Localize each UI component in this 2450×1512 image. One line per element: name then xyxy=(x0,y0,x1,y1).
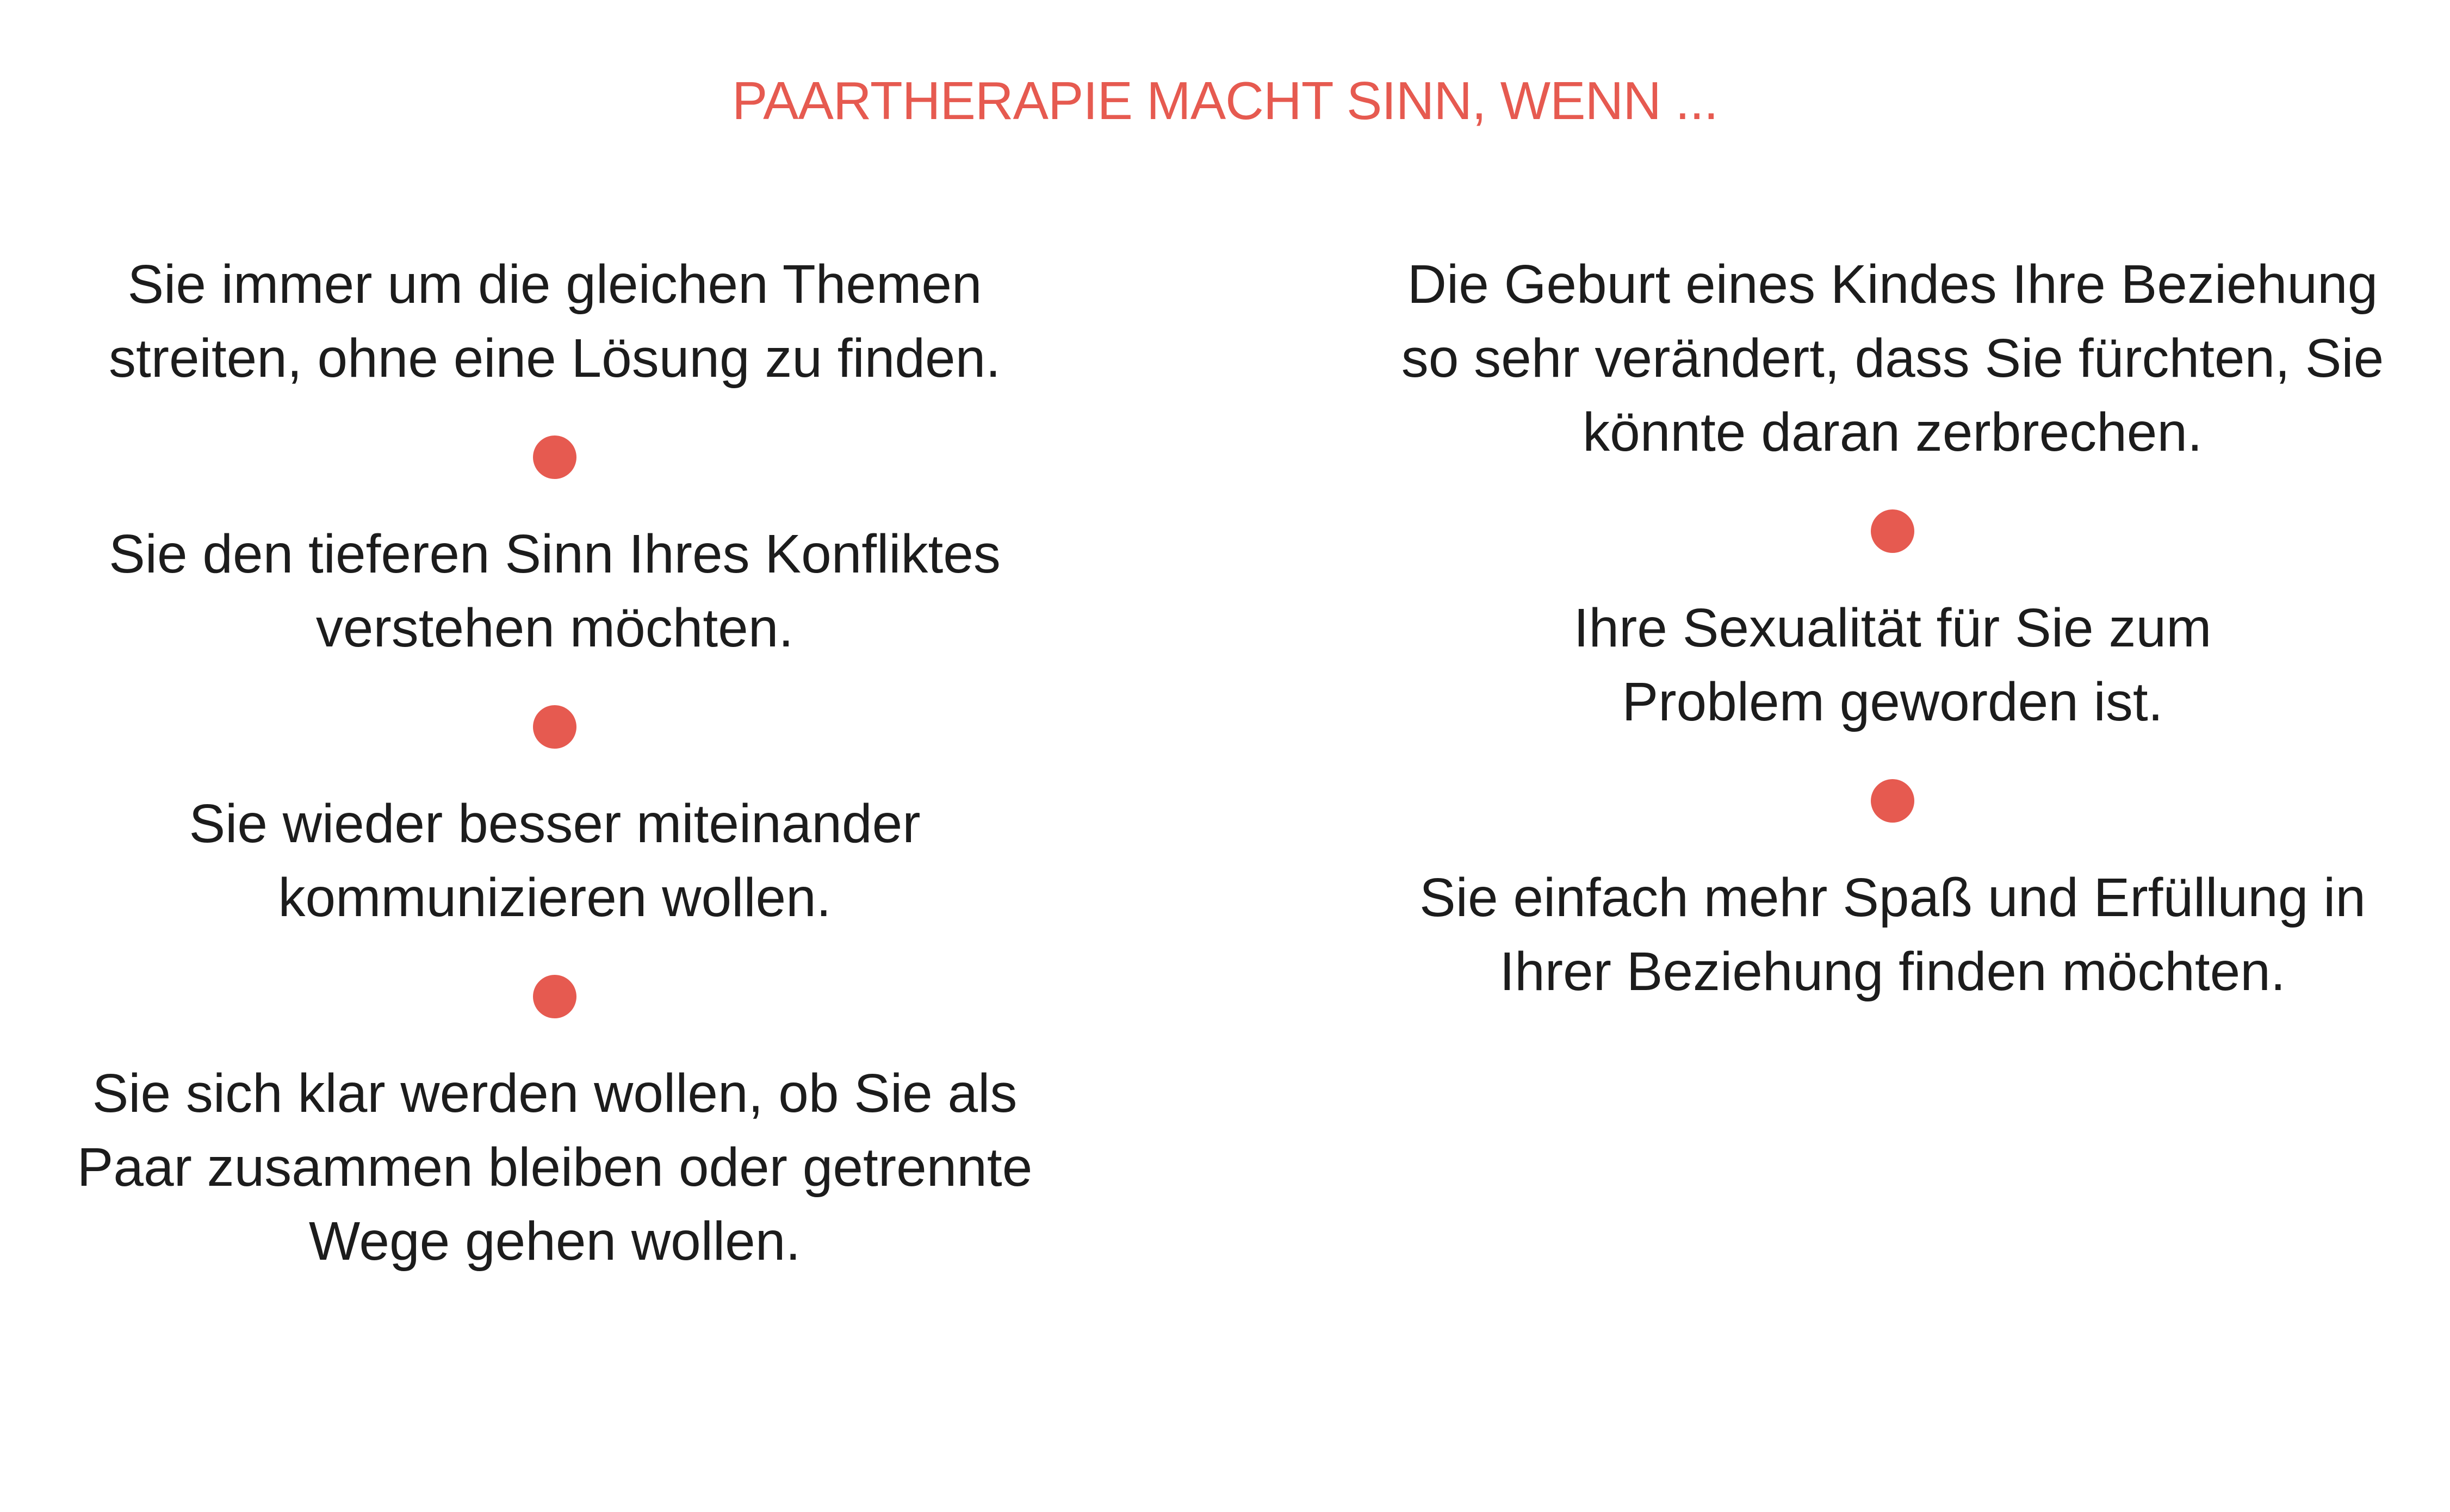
statement-left-4: Sie sich klar werden wollen, ob Sie als Paar zusammen bleiben oder getrennte Wege gehen wollen. xyxy=(77,1063,1033,1272)
left-column xyxy=(22,247,1088,1278)
bullet-dot-icon xyxy=(533,435,576,479)
statement-left-1: Sie immer um die gleichen Themen streiten, ohne eine Lösung zu finden. xyxy=(108,254,1001,389)
statement-left-2: Sie den tieferen Sinn Ihres Konfliktes verstehen möchten. xyxy=(109,524,1001,658)
statement-right-3: Sie einfach mehr Spaß und Erfüllung in Ihrer Beziehung finden möchten. xyxy=(1419,867,2366,1002)
right-column xyxy=(1360,247,2426,1009)
page-title: PAARTHERAPIE MACHT SINN, WENN ... xyxy=(732,71,1718,130)
bullet-dot-icon xyxy=(1871,509,1914,553)
bullet-dot-icon xyxy=(533,705,576,749)
statement-right-2: Ihre Sexualität für Sie zum Problem geworden ist. xyxy=(1573,598,2212,732)
statement-right-1: Die Geburt eines Kindes Ihre Beziehung so sehr verändert, dass Sie fürchten, Sie könnte daran zerbrechen. xyxy=(1401,254,2384,463)
bullet-dot-icon xyxy=(533,975,576,1018)
bullet-dot-icon xyxy=(1871,779,1914,823)
statement-left-3: Sie wieder besser miteinander kommunizieren wollen. xyxy=(189,793,921,928)
